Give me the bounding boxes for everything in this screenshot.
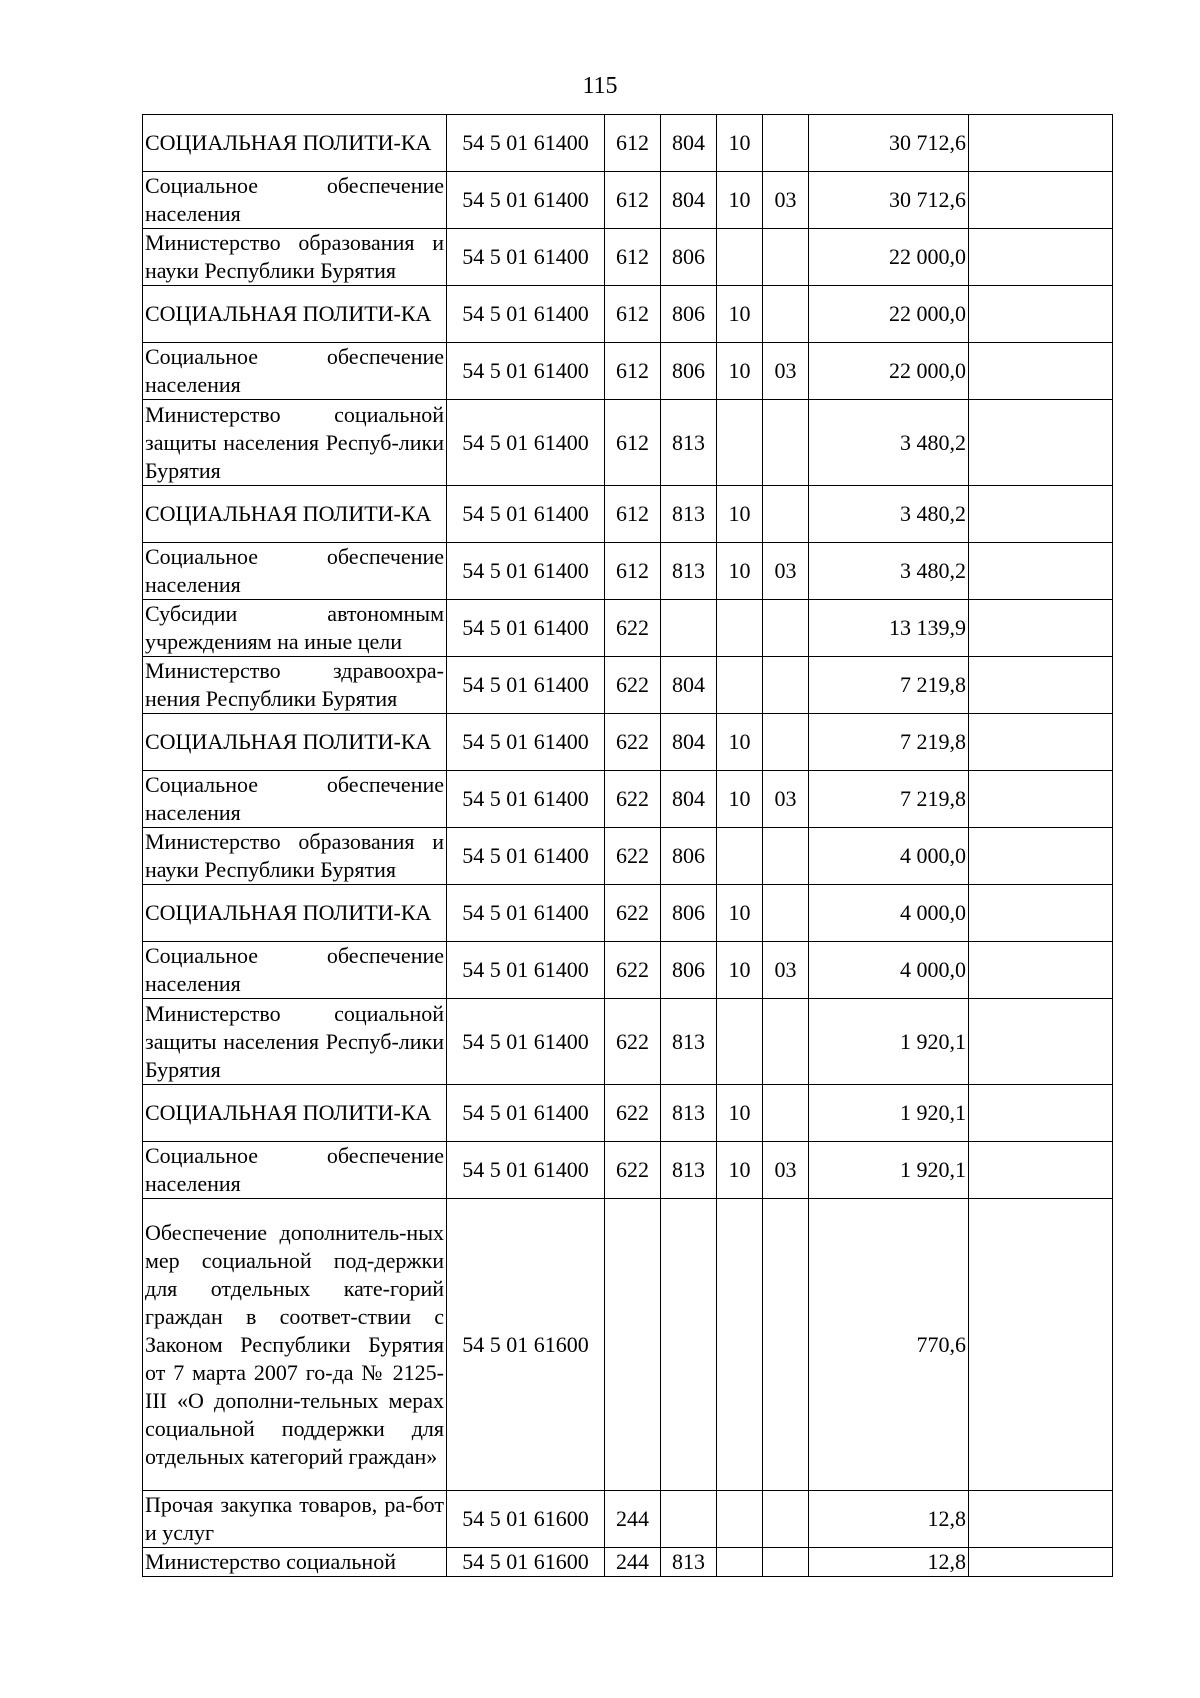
table-row: [143, 343, 1113, 400]
subsection-code-cell: 03: [763, 1142, 809, 1199]
row-name-cell: СОЦИАЛЬНАЯ ПОЛИТИ-КА: [143, 286, 447, 343]
extra-cell: [969, 942, 1113, 999]
subsection-code-cell: [763, 828, 809, 885]
amount-cell: 1 920,1: [809, 999, 969, 1085]
target-code-cell: 54 5 01 61600: [447, 1491, 605, 1548]
table-row: [143, 1491, 1113, 1548]
section-code-cell: 10: [717, 543, 763, 600]
row-name-cell: Прочая закупка товаров, ра-бот и услуг: [143, 1491, 447, 1548]
section-code-cell: 10: [717, 486, 763, 543]
extra-cell: [969, 343, 1113, 400]
table-body: [143, 115, 1113, 1577]
row-name-cell: Министерство образования и науки Республики Бурятия: [143, 229, 447, 286]
administrator-code-cell: 804: [661, 657, 717, 714]
administrator-code-cell: 813: [661, 543, 717, 600]
subsection-code-cell: [763, 1491, 809, 1548]
page-number: 115: [582, 73, 618, 99]
section-code-cell: [717, 657, 763, 714]
administrator-code-cell: 804: [661, 771, 717, 828]
amount-cell: 12,8: [809, 1548, 969, 1577]
expense-type-cell: 612: [605, 115, 661, 172]
administrator-code-cell: 804: [661, 714, 717, 771]
target-code-cell: 54 5 01 61400: [447, 400, 605, 486]
administrator-code-cell: [661, 600, 717, 657]
row-name-cell: Министерство образования и науки Республики Бурятия: [143, 828, 447, 885]
amount-cell: 3 480,2: [809, 543, 969, 600]
table-row: [143, 1142, 1113, 1199]
administrator-code-cell: 804: [661, 115, 717, 172]
table-row: [143, 115, 1113, 172]
expense-type-cell: 622: [605, 600, 661, 657]
amount-cell: 22 000,0: [809, 286, 969, 343]
target-code-cell: 54 5 01 61400: [447, 999, 605, 1085]
row-name-cell: СОЦИАЛЬНАЯ ПОЛИТИ-КА: [143, 1085, 447, 1142]
extra-cell: [969, 486, 1113, 543]
section-code-cell: [717, 600, 763, 657]
expense-type-cell: 612: [605, 229, 661, 286]
administrator-code-cell: 813: [661, 1548, 717, 1577]
administrator-code-cell: [661, 1491, 717, 1548]
amount-cell: 4 000,0: [809, 885, 969, 942]
section-code-cell: 10: [717, 1085, 763, 1142]
subsection-code-cell: [763, 1548, 809, 1577]
expense-type-cell: 622: [605, 657, 661, 714]
target-code-cell: 54 5 01 61400: [447, 229, 605, 286]
expense-type-cell: 622: [605, 999, 661, 1085]
row-name-cell: Социальное обеспечение населения: [143, 771, 447, 828]
row-name-cell: Министерство социальной защиты населения Респуб-лики Бурятия: [143, 999, 447, 1085]
expense-type-cell: 622: [605, 828, 661, 885]
table-row: [143, 1199, 1113, 1491]
extra-cell: [969, 1548, 1113, 1577]
administrator-code-cell: 806: [661, 286, 717, 343]
target-code-cell: 54 5 01 61400: [447, 343, 605, 400]
extra-cell: [969, 600, 1113, 657]
administrator-code-cell: 813: [661, 486, 717, 543]
amount-cell: 7 219,8: [809, 771, 969, 828]
section-code-cell: 10: [717, 286, 763, 343]
expense-type-cell: 612: [605, 486, 661, 543]
subsection-code-cell: 03: [763, 771, 809, 828]
amount-cell: 13 139,9: [809, 600, 969, 657]
section-code-cell: [717, 400, 763, 486]
administrator-code-cell: 813: [661, 1085, 717, 1142]
section-code-cell: 10: [717, 1142, 763, 1199]
section-code-cell: [717, 229, 763, 286]
row-name-cell: СОЦИАЛЬНАЯ ПОЛИТИ-КА: [143, 486, 447, 543]
section-code-cell: 10: [717, 942, 763, 999]
table-row: [143, 885, 1113, 942]
expense-type-cell: [605, 1199, 661, 1491]
target-code-cell: 54 5 01 61400: [447, 543, 605, 600]
amount-cell: 3 480,2: [809, 486, 969, 543]
expense-type-cell: 622: [605, 1142, 661, 1199]
table-row: [143, 828, 1113, 885]
extra-cell: [969, 286, 1113, 343]
table-row: [143, 486, 1113, 543]
administrator-code-cell: 804: [661, 172, 717, 229]
target-code-cell: 54 5 01 61400: [447, 771, 605, 828]
table-row: [143, 942, 1113, 999]
administrator-code-cell: 806: [661, 229, 717, 286]
table-row: [143, 999, 1113, 1085]
extra-cell: [969, 771, 1113, 828]
expense-type-cell: 622: [605, 771, 661, 828]
amount-cell: 1 920,1: [809, 1085, 969, 1142]
table-row: [143, 543, 1113, 600]
row-name-cell: Министерство здравоохра-нения Республики Бурятия: [143, 657, 447, 714]
extra-cell: [969, 543, 1113, 600]
amount-cell: 4 000,0: [809, 828, 969, 885]
target-code-cell: 54 5 01 61400: [447, 115, 605, 172]
table-row: [143, 1085, 1113, 1142]
section-code-cell: [717, 1548, 763, 1577]
row-name-cell: СОЦИАЛЬНАЯ ПОЛИТИ-КА: [143, 714, 447, 771]
row-name-cell: СОЦИАЛЬНАЯ ПОЛИТИ-КА: [143, 885, 447, 942]
extra-cell: [969, 1085, 1113, 1142]
extra-cell: [969, 1142, 1113, 1199]
section-code-cell: 10: [717, 771, 763, 828]
target-code-cell: 54 5 01 61400: [447, 657, 605, 714]
target-code-cell: 54 5 01 61400: [447, 286, 605, 343]
budget-table: [142, 114, 1113, 1577]
subsection-code-cell: [763, 400, 809, 486]
row-name-cell: Субсидии автономным учреждениям на иные цели: [143, 600, 447, 657]
amount-cell: 12,8: [809, 1491, 969, 1548]
table-row: [143, 400, 1113, 486]
extra-cell: [969, 828, 1113, 885]
row-name-cell: Министерство социальной: [143, 1548, 447, 1577]
extra-cell: [969, 885, 1113, 942]
table-row: [143, 771, 1113, 828]
extra-cell: [969, 115, 1113, 172]
expense-type-cell: 622: [605, 714, 661, 771]
subsection-code-cell: [763, 600, 809, 657]
expense-type-cell: 244: [605, 1548, 661, 1577]
subsection-code-cell: [763, 714, 809, 771]
administrator-code-cell: [661, 1199, 717, 1491]
row-name-cell: Социальное обеспечение населения: [143, 543, 447, 600]
table-row: [143, 172, 1113, 229]
extra-cell: [969, 999, 1113, 1085]
expense-type-cell: 622: [605, 885, 661, 942]
subsection-code-cell: [763, 657, 809, 714]
table-row: [143, 229, 1113, 286]
target-code-cell: 54 5 01 61400: [447, 1085, 605, 1142]
target-code-cell: 54 5 01 61400: [447, 885, 605, 942]
target-code-cell: 54 5 01 61400: [447, 172, 605, 229]
target-code-cell: 54 5 01 61400: [447, 828, 605, 885]
expense-type-cell: 612: [605, 543, 661, 600]
amount-cell: 3 480,2: [809, 400, 969, 486]
table-row: [143, 1548, 1113, 1577]
amount-cell: 7 219,8: [809, 714, 969, 771]
row-name-cell: Социальное обеспечение населения: [143, 942, 447, 999]
extra-cell: [969, 657, 1113, 714]
target-code-cell: 54 5 01 61400: [447, 1142, 605, 1199]
subsection-code-cell: [763, 999, 809, 1085]
administrator-code-cell: 813: [661, 999, 717, 1085]
amount-cell: 770,6: [809, 1199, 969, 1491]
amount-cell: 30 712,6: [809, 115, 969, 172]
expense-type-cell: 612: [605, 286, 661, 343]
row-name-cell: Обеспечение дополнитель-ных мер социальной под-держки для отдельных кате-горий граждан в соответ-ствии с Законом Республики Бурятия от 7 марта 2007 го-да № 2125-III «О дополни-тельных мерах социальной поддержки для отдельных категорий граждан»: [143, 1199, 447, 1491]
expense-type-cell: 622: [605, 1085, 661, 1142]
row-name-cell: Министерство социальной защиты населения Респуб-лики Бурятия: [143, 400, 447, 486]
expense-type-cell: 612: [605, 343, 661, 400]
expense-type-cell: 612: [605, 400, 661, 486]
section-code-cell: [717, 1491, 763, 1548]
extra-cell: [969, 172, 1113, 229]
administrator-code-cell: 806: [661, 885, 717, 942]
target-code-cell: 54 5 01 61400: [447, 942, 605, 999]
row-name-cell: СОЦИАЛЬНАЯ ПОЛИТИ-КА: [143, 115, 447, 172]
table-row: [143, 657, 1113, 714]
target-code-cell: 54 5 01 61600: [447, 1548, 605, 1577]
section-code-cell: [717, 999, 763, 1085]
administrator-code-cell: 806: [661, 942, 717, 999]
subsection-code-cell: [763, 286, 809, 343]
subsection-code-cell: 03: [763, 172, 809, 229]
subsection-code-cell: [763, 486, 809, 543]
target-code-cell: 54 5 01 61600: [447, 1199, 605, 1491]
administrator-code-cell: 813: [661, 1142, 717, 1199]
row-name-cell: Социальное обеспечение населения: [143, 172, 447, 229]
subsection-code-cell: [763, 1199, 809, 1491]
amount-cell: 22 000,0: [809, 229, 969, 286]
row-name-cell: Социальное обеспечение населения: [143, 343, 447, 400]
section-code-cell: [717, 1199, 763, 1491]
extra-cell: [969, 229, 1113, 286]
extra-cell: [969, 1199, 1113, 1491]
target-code-cell: 54 5 01 61400: [447, 600, 605, 657]
amount-cell: 1 920,1: [809, 1142, 969, 1199]
table-row: [143, 286, 1113, 343]
administrator-code-cell: 806: [661, 343, 717, 400]
subsection-code-cell: 03: [763, 543, 809, 600]
target-code-cell: 54 5 01 61400: [447, 486, 605, 543]
extra-cell: [969, 1491, 1113, 1548]
section-code-cell: 10: [717, 115, 763, 172]
administrator-code-cell: 813: [661, 400, 717, 486]
subsection-code-cell: [763, 885, 809, 942]
row-name-cell: Социальное обеспечение населения: [143, 1142, 447, 1199]
expense-type-cell: 244: [605, 1491, 661, 1548]
amount-cell: 22 000,0: [809, 343, 969, 400]
section-code-cell: 10: [717, 343, 763, 400]
section-code-cell: 10: [717, 172, 763, 229]
expense-type-cell: 612: [605, 172, 661, 229]
subsection-code-cell: [763, 229, 809, 286]
subsection-code-cell: 03: [763, 343, 809, 400]
expense-type-cell: 622: [605, 942, 661, 999]
section-code-cell: 10: [717, 885, 763, 942]
target-code-cell: 54 5 01 61400: [447, 714, 605, 771]
amount-cell: 4 000,0: [809, 942, 969, 999]
extra-cell: [969, 400, 1113, 486]
subsection-code-cell: 03: [763, 942, 809, 999]
extra-cell: [969, 714, 1113, 771]
amount-cell: 7 219,8: [809, 657, 969, 714]
table-row: [143, 714, 1113, 771]
section-code-cell: [717, 828, 763, 885]
subsection-code-cell: [763, 1085, 809, 1142]
section-code-cell: 10: [717, 714, 763, 771]
table-row: [143, 600, 1113, 657]
amount-cell: 30 712,6: [809, 172, 969, 229]
subsection-code-cell: [763, 115, 809, 172]
administrator-code-cell: 806: [661, 828, 717, 885]
